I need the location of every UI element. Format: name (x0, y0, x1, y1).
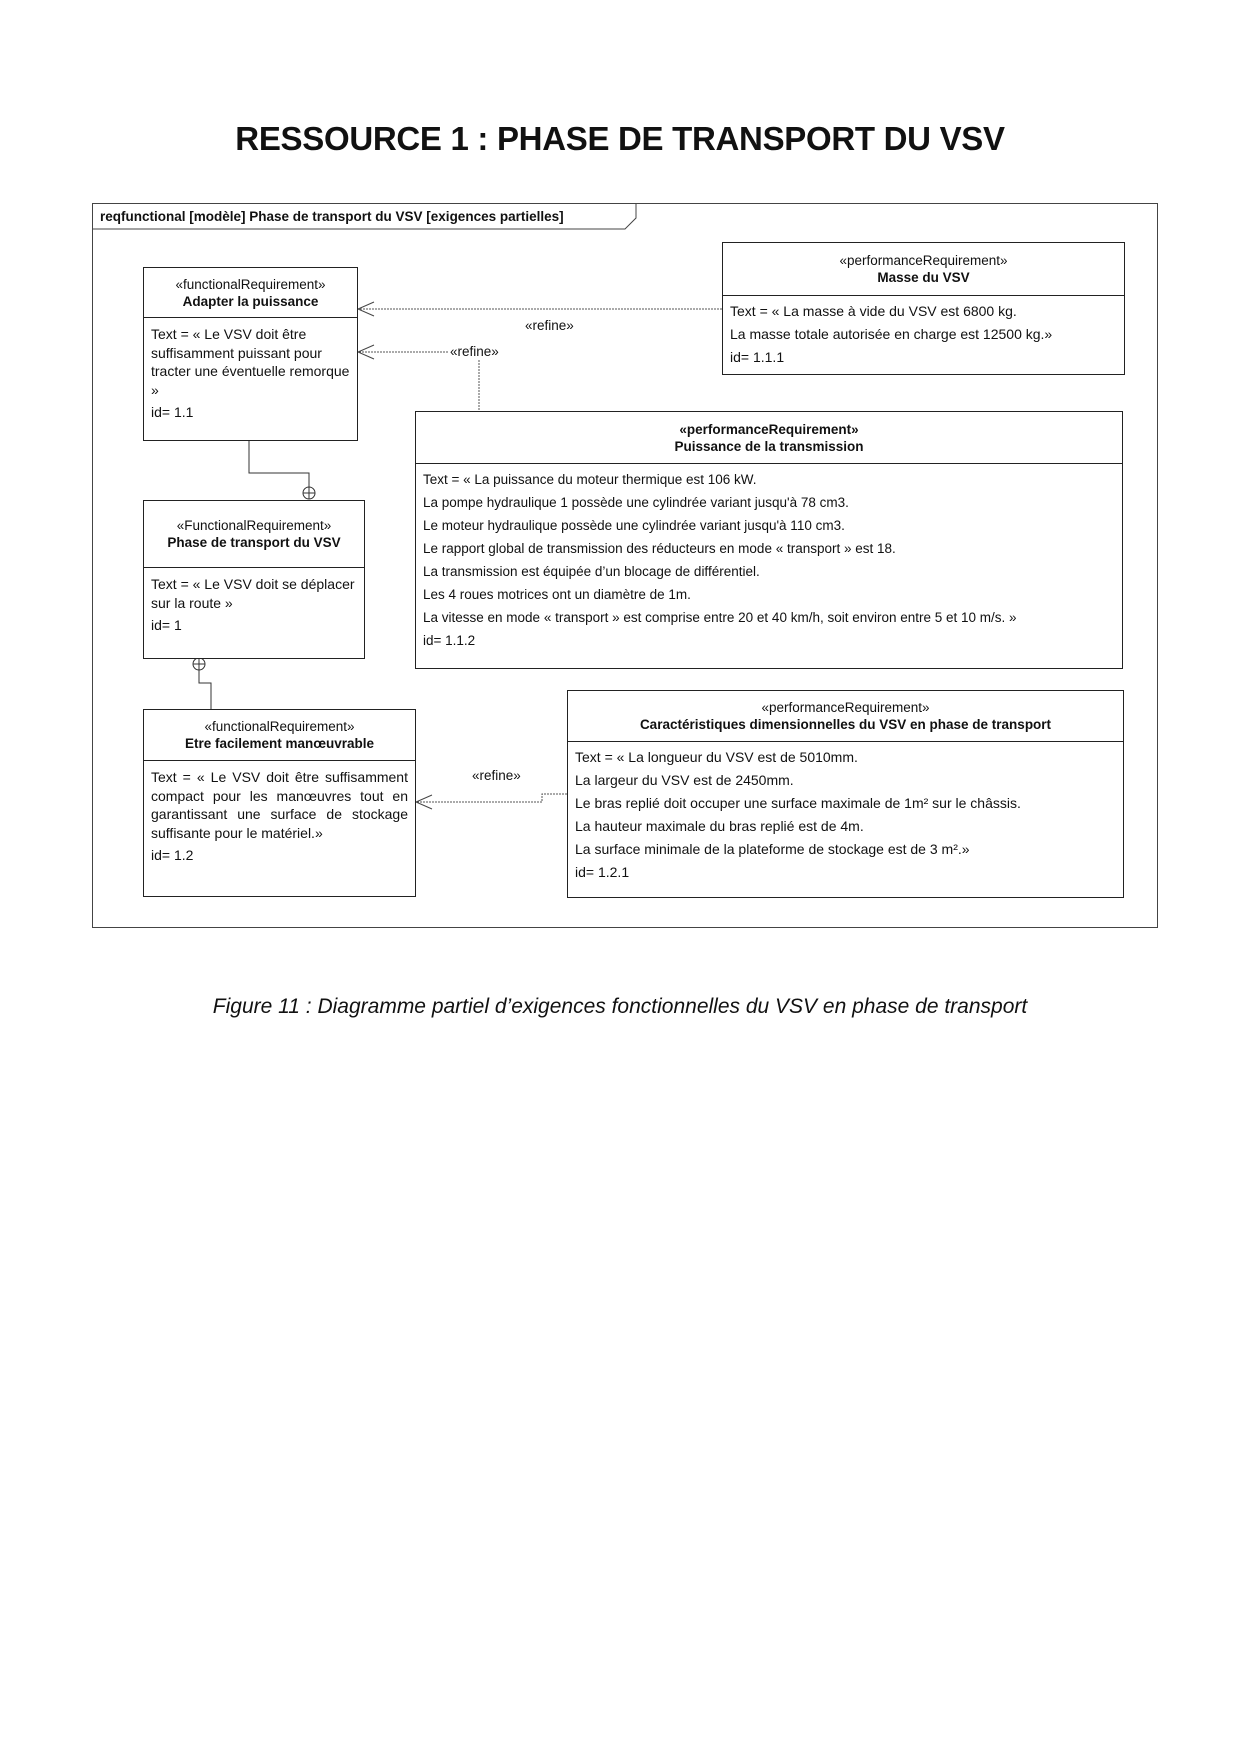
requirement-name: Adapter la puissance (182, 293, 319, 309)
frame-label: reqfunctional [modèle] Phase de transport du VSV [exigences partielles] (100, 209, 564, 224)
requirement-text-line: La largeur du VSV est de 2450mm. (575, 772, 794, 788)
stereotype-label: «FunctionalRequirement» (176, 518, 332, 533)
requirement-text-line: Le rapport global de transmission des réducteurs en mode « transport » est 18. (423, 541, 896, 556)
block-header (144, 268, 357, 318)
requirement-phase-de-transport[interactable] (143, 500, 365, 659)
requirement-text-line: La surface minimale de la plateforme de stockage est de 3 m².» (575, 841, 970, 857)
refine-label-caract: «refine» (472, 768, 521, 783)
containment-adapter-line (249, 440, 309, 487)
block-header (723, 243, 1124, 296)
requirement-text-line: Les 4 roues motrices ont un diamètre de 1m. (423, 587, 691, 602)
requirement-adapter-la-puissance[interactable] (143, 267, 358, 441)
requirement-id: id= 1.2.1 (575, 864, 630, 880)
stereotype-label: «functionalRequirement» (175, 276, 326, 292)
requirement-id: id= 1.1.2 (423, 633, 476, 648)
block-body (144, 318, 357, 428)
block-body (568, 742, 1123, 888)
requirement-text-line: Le moteur hydraulique possède une cylindrée variant jusqu'à 110 cm3. (423, 518, 845, 533)
stereotype-label: «performanceRequirement» (839, 253, 1008, 268)
figure-caption: Figure 11 : Diagramme partiel d’exigences fonctionnelles du VSV en phase de transport (212, 995, 1028, 1018)
requirement-text: Text = « Le VSV doit se déplacer sur la route » (151, 576, 355, 611)
block-body (144, 568, 364, 641)
requirement-id: id= 1.2 (151, 847, 194, 863)
requirement-text-line: La vitesse en mode « transport » est comprise entre 20 et 40 km/h, soit environ entre 5 et 10 m/s. » (423, 610, 1017, 625)
refine-caract-line (416, 794, 567, 802)
requirement-etre-facilement-manoeuvrable[interactable] (143, 709, 416, 897)
requirement-masse-du-vsv[interactable] (722, 242, 1125, 375)
block-header (144, 710, 415, 761)
requirement-name: Phase de transport du VSV (167, 535, 341, 550)
requirement-name: Masse du VSV (877, 270, 970, 285)
requirement-id: id= 1 (151, 617, 182, 633)
containment-etre-circle-plus-icon (193, 658, 205, 670)
containment-etre-line (199, 670, 211, 709)
requirement-text-line: Text = « La longueur du VSV est de 5010mm. (575, 749, 858, 765)
block-body (416, 464, 1122, 656)
page-title: RESSOURCE 1 : PHASE DE TRANSPORT DU VSV (235, 120, 1005, 157)
requirement-text: Text = « Le VSV doit être suffisamment compact pour les manœuvres tout en garantissant une surface de stockage suffisante pour le matériel.» (151, 769, 408, 841)
stereotype-label: «performanceRequirement» (761, 700, 930, 715)
requirement-text-line: Text = « La puissance du moteur thermique est 106 kW. (423, 472, 757, 487)
refine-label-masse: «refine» (525, 318, 574, 333)
requirement-id: id= 1.1.1 (730, 349, 785, 365)
requirement-text: Text = « Le VSV doit être suffisamment puissant pour tracter une éventuelle remorque » (151, 326, 350, 398)
block-header (416, 412, 1122, 464)
requirement-text-line: La pompe hydraulique 1 possède une cylindrée variant jusqu'à 78 cm3. (423, 495, 849, 510)
requirement-caracteristiques-dimensionnelles[interactable] (567, 690, 1124, 898)
requirement-puissance-de-la-transmission[interactable] (415, 411, 1123, 669)
requirement-text-line: La masse totale autorisée en charge est 12500 kg.» (730, 326, 1053, 342)
requirement-id: id= 1.1 (151, 404, 194, 420)
requirement-text-line: Text = « La masse à vide du VSV est 6800 kg. (730, 303, 1017, 319)
stereotype-label: «functionalRequirement» (204, 719, 355, 734)
refine-label-puissance: «refine» (450, 344, 499, 359)
requirement-name: Caractéristiques dimensionnelles du VSV en phase de transport (639, 717, 1052, 732)
requirement-text-line: Le bras replié doit occuper une surface maximale de 1m² sur le châssis. (575, 795, 1021, 811)
requirement-name: Etre facilement manœuvrable (184, 736, 375, 751)
block-body (723, 296, 1124, 373)
block-header (144, 501, 364, 568)
requirement-text-line: La transmission est équipée d’un blocage de différentiel. (423, 564, 760, 579)
containment-adapter-circle-plus-icon (303, 487, 315, 499)
stereotype-label: «performanceRequirement» (679, 421, 859, 437)
requirement-text-line: La hauteur maximale du bras replié est de 4m. (575, 818, 864, 834)
requirement-name: Puissance de la transmission (674, 438, 864, 454)
block-body (144, 761, 415, 871)
block-header (568, 691, 1123, 742)
